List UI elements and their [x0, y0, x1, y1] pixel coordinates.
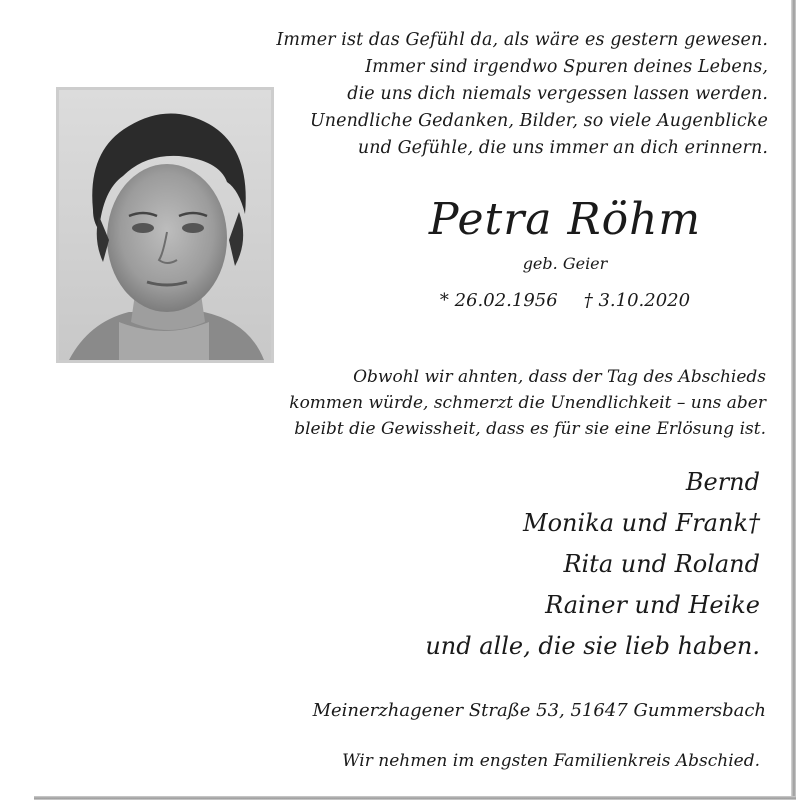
family-line: Bernd: [685, 468, 760, 496]
portrait-image: [59, 90, 271, 360]
portrait-photo: [56, 87, 274, 363]
poem-line: Immer sind irgendwo Spuren deines Lebens,: [365, 57, 768, 77]
family-line: Rita und Roland: [563, 550, 760, 578]
border-right: [791, 0, 796, 798]
family-line: Rainer und Heike: [545, 591, 760, 619]
closing-note: Wir nehmen im engsten Familienkreis Abschied.: [342, 751, 760, 771]
address: Meinerzhagener Straße 53, 51647 Gummersbach: [312, 700, 766, 721]
maiden-name: geb. Geier: [522, 254, 608, 273]
poem-line: die uns dich niemals vergessen lassen werden.: [347, 84, 768, 104]
family-list: [340, 462, 760, 667]
poem-line: Immer ist das Gefühl da, als wäre es gestern gewesen.: [276, 30, 768, 50]
passage-line: Obwohl wir ahnten, dass der Tag des Abschieds: [353, 367, 766, 387]
deceased-name: Petra Röhm: [428, 194, 702, 245]
life-dates: [395, 288, 735, 314]
family-line: und alle, die sie lieb haben.: [425, 632, 760, 660]
poem-line: und Gefühle, die uns immer an dich erinnern.: [357, 138, 768, 158]
passage-line: kommen würde, schmerzt die Unendlichkeit – uns aber: [289, 393, 766, 413]
poem-line: Unendliche Gedanken, Bilder, so viele Augenblicke: [309, 111, 768, 131]
border-bottom: [34, 796, 796, 800]
poem: [248, 27, 768, 162]
family-line: Monika und Frank†: [523, 509, 760, 537]
birth-date: * 26.02.1956: [439, 290, 558, 311]
passage: [246, 364, 766, 442]
passage-line: bleibt die Gewissheit, dass es für sie eine Erlösung ist.: [294, 419, 766, 439]
death-date: † 3.10.2020: [583, 290, 691, 311]
